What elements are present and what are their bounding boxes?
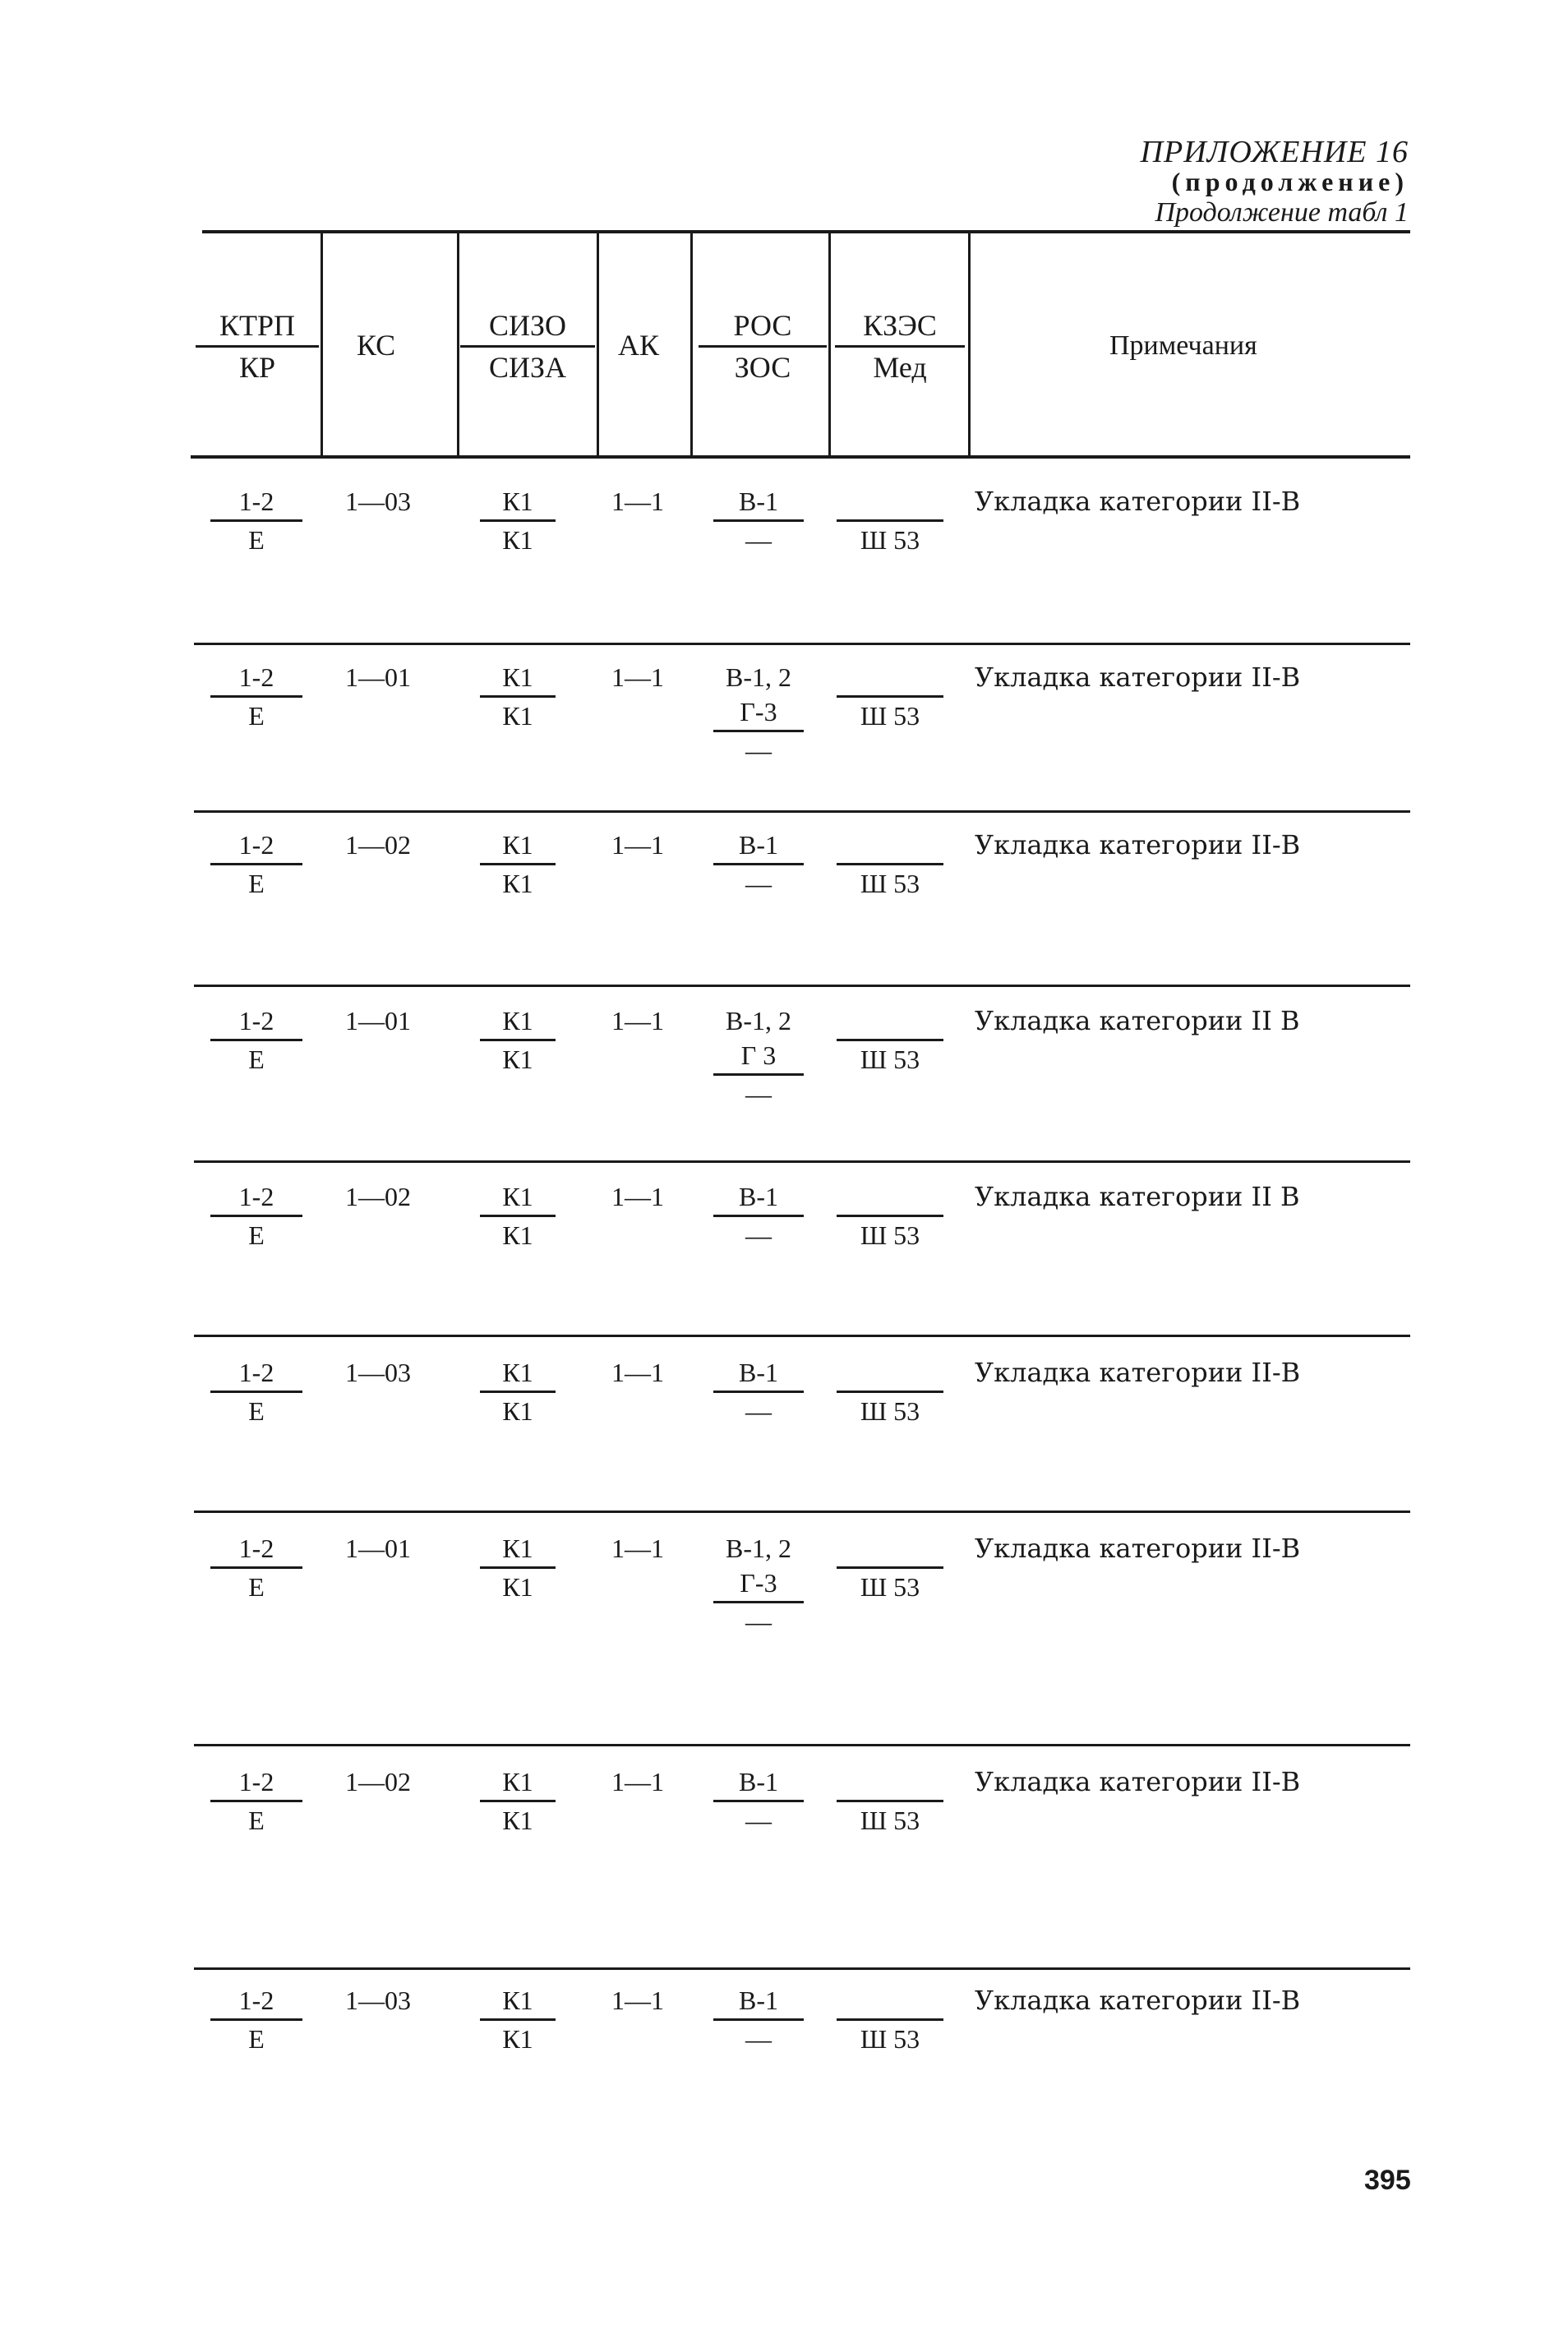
sizo-siza-cell-top: К1 bbox=[502, 1006, 533, 1035]
ktrp-kr-cell-bottom: Е bbox=[210, 1566, 302, 1600]
note-cell: Укладка категории II-В bbox=[975, 1766, 1301, 1797]
ktrp-kr-cell-bottom: Е bbox=[210, 1039, 302, 1072]
kzes-value bbox=[837, 664, 943, 695]
kzes-med-cell bbox=[837, 1359, 943, 1424]
ktrp-kr-cell-bottom: Е bbox=[210, 1391, 302, 1424]
appendix-title: ПРИЛОЖЕНИЕ 16 bbox=[1140, 135, 1409, 169]
ktrp-kr-cell-bottom: Е bbox=[210, 695, 302, 729]
ros-value: В-1 bbox=[713, 1359, 804, 1393]
ktrp-kr-cell-top: 1-2 bbox=[238, 1986, 274, 2015]
ks-cell: 1—02 bbox=[345, 1182, 411, 1211]
kzes-med-cell bbox=[837, 1008, 943, 1072]
med-value: Ш 53 bbox=[837, 1039, 943, 1072]
kzes-value bbox=[837, 1769, 943, 1800]
ktrp-kr-cell-bottom: Е bbox=[210, 2018, 302, 2052]
sizo-siza-cell-top: К1 bbox=[502, 830, 533, 860]
note-cell: Укладка категории II-В bbox=[975, 486, 1301, 517]
ros-value: Г-3 bbox=[713, 699, 804, 732]
column-header-ktrp-kr bbox=[196, 311, 319, 382]
table-continuation-note: Продолжение табл 1 bbox=[1155, 197, 1409, 228]
ks-cell: 1—02 bbox=[345, 1767, 411, 1796]
sizo-siza-cell bbox=[480, 1769, 556, 1833]
ktrp-kr-cell-top: 1-2 bbox=[238, 1006, 274, 1035]
sizo-siza-cell-top: К1 bbox=[502, 662, 533, 692]
ks-cell: 1—03 bbox=[345, 1986, 411, 2015]
ros-zos-cell bbox=[713, 1769, 804, 1833]
ktrp-kr-cell-top: 1-2 bbox=[238, 487, 274, 516]
column-header-ks: КС bbox=[357, 329, 396, 362]
zos-value: — bbox=[745, 869, 772, 898]
zos-value: — bbox=[745, 1079, 772, 1109]
ak-cell: 1—1 bbox=[611, 830, 664, 860]
row-separator-rule bbox=[194, 1510, 1410, 1513]
sizo-siza-cell bbox=[480, 664, 556, 729]
table-top-rule bbox=[202, 230, 1410, 233]
kzes-value bbox=[837, 1359, 943, 1391]
zos-value: — bbox=[745, 1220, 772, 1250]
sizo-siza-cell bbox=[480, 1359, 556, 1424]
row-separator-rule bbox=[194, 810, 1410, 813]
kzes-med-cell bbox=[837, 1769, 943, 1833]
sizo-siza-cell-bottom: К1 bbox=[480, 863, 556, 897]
ks-cell: 1—01 bbox=[345, 1534, 411, 1563]
column-header-sizo-siza bbox=[460, 311, 595, 382]
med-value: Ш 53 bbox=[837, 1215, 943, 1248]
ros-zos-cell bbox=[713, 1183, 804, 1248]
ktrp-kr-cell-bottom: Е bbox=[210, 519, 302, 553]
column-header-kzes-med bbox=[835, 311, 965, 382]
column-header-ak: АК bbox=[618, 329, 660, 362]
zos-value: — bbox=[745, 1607, 772, 1636]
med-value: Ш 53 bbox=[837, 1391, 943, 1424]
ros-zos-cell bbox=[713, 664, 804, 763]
ak-cell: 1—1 bbox=[611, 1534, 664, 1563]
note-cell: Укладка категории II В bbox=[975, 1181, 1300, 1212]
ak-cell: 1—1 bbox=[611, 662, 664, 692]
ktrp-kr-cell-bottom: Е bbox=[210, 863, 302, 897]
ros-value: В-1, 2 bbox=[726, 662, 791, 692]
ktrp-kr-cell-top: 1-2 bbox=[238, 1534, 274, 1563]
ks-cell: 1—02 bbox=[345, 830, 411, 860]
ktrp-kr-cell bbox=[210, 1359, 302, 1424]
row-separator-rule bbox=[194, 1335, 1410, 1337]
ktrp-kr-cell-top: 1-2 bbox=[238, 1182, 274, 1211]
med-value: Ш 53 bbox=[837, 863, 943, 897]
note-cell: Укладка категории II-В bbox=[975, 1533, 1301, 1564]
row-separator-rule bbox=[194, 1967, 1410, 1970]
sizo-siza-cell bbox=[480, 1535, 556, 1600]
ks-cell: 1—03 bbox=[345, 487, 411, 516]
column-header-sizo: СИЗО bbox=[488, 309, 567, 342]
header-bottom-rule bbox=[191, 455, 1410, 459]
kzes-med-cell bbox=[837, 832, 943, 897]
zos-value: — bbox=[745, 1806, 772, 1835]
med-value: Ш 53 bbox=[837, 1566, 943, 1600]
note-cell: Укладка категории II В bbox=[975, 1005, 1300, 1036]
note-cell: Укладка категории II-В bbox=[975, 1357, 1301, 1388]
sizo-siza-cell bbox=[480, 832, 556, 897]
column-header-kr: КР bbox=[196, 345, 319, 382]
row-separator-rule bbox=[194, 985, 1410, 987]
ros-zos-cell bbox=[713, 1987, 804, 2052]
note-cell: Укладка категории II-В bbox=[975, 829, 1301, 860]
sizo-siza-cell-top: К1 bbox=[502, 1986, 533, 2015]
ak-cell: 1—1 bbox=[611, 1767, 664, 1796]
ros-value: В-1 bbox=[713, 1769, 804, 1802]
ktrp-kr-cell bbox=[210, 1008, 302, 1072]
ktrp-kr-cell-top: 1-2 bbox=[238, 830, 274, 860]
kzes-med-cell bbox=[837, 1535, 943, 1600]
sizo-siza-cell-top: К1 bbox=[502, 487, 533, 516]
ak-cell: 1—1 bbox=[611, 487, 664, 516]
ktrp-kr-cell bbox=[210, 488, 302, 553]
med-value: Ш 53 bbox=[837, 1800, 943, 1833]
ktrp-kr-cell-top: 1-2 bbox=[238, 1767, 274, 1796]
ros-value: В-1, 2 bbox=[726, 1006, 791, 1035]
zos-value: — bbox=[745, 525, 772, 555]
column-separator bbox=[690, 233, 693, 455]
ak-cell: 1—1 bbox=[611, 1182, 664, 1211]
ros-value: В-1 bbox=[713, 1183, 804, 1217]
column-separator bbox=[321, 233, 323, 455]
ros-zos-cell bbox=[713, 1008, 804, 1107]
ros-value: В-1 bbox=[713, 488, 804, 522]
kzes-value bbox=[837, 1987, 943, 2018]
sizo-siza-cell bbox=[480, 488, 556, 553]
ktrp-kr-cell-top: 1-2 bbox=[238, 662, 274, 692]
ks-cell: 1—03 bbox=[345, 1358, 411, 1387]
sizo-siza-cell-bottom: К1 bbox=[480, 2018, 556, 2052]
kzes-med-cell bbox=[837, 1183, 943, 1248]
zos-value: — bbox=[745, 2024, 772, 2054]
ros-value: В-1, 2 bbox=[726, 1534, 791, 1563]
ktrp-kr-cell bbox=[210, 1183, 302, 1248]
ktrp-kr-cell bbox=[210, 1535, 302, 1600]
ktrp-kr-cell bbox=[210, 1987, 302, 2052]
column-header-kzes: КЗЭС bbox=[863, 309, 937, 342]
kzes-value bbox=[837, 1535, 943, 1566]
column-header-notes: Примечания bbox=[1109, 330, 1257, 361]
row-separator-rule bbox=[194, 1160, 1410, 1163]
kzes-value bbox=[837, 832, 943, 863]
kzes-value bbox=[837, 488, 943, 519]
continuation-note: (продолжение) bbox=[1171, 167, 1409, 196]
zos-value: — bbox=[745, 736, 772, 765]
sizo-siza-cell-top: К1 bbox=[502, 1182, 533, 1211]
sizo-siza-cell bbox=[480, 1008, 556, 1072]
sizo-siza-cell bbox=[480, 1183, 556, 1248]
ktrp-kr-cell-top: 1-2 bbox=[238, 1358, 274, 1387]
column-header-ros: РОС bbox=[733, 309, 792, 342]
column-separator bbox=[457, 233, 459, 455]
row-separator-rule bbox=[194, 643, 1410, 645]
kzes-med-cell bbox=[837, 1987, 943, 2052]
sizo-siza-cell-top: К1 bbox=[502, 1534, 533, 1563]
ktrp-kr-cell-bottom: Е bbox=[210, 1215, 302, 1248]
ros-zos-cell bbox=[713, 488, 804, 553]
ks-cell: 1—01 bbox=[345, 662, 411, 692]
ros-value: В-1 bbox=[713, 1987, 804, 2021]
ros-zos-cell bbox=[713, 1359, 804, 1424]
column-header-ktrp: КТРП bbox=[219, 309, 296, 342]
ktrp-kr-cell bbox=[210, 832, 302, 897]
med-value: Ш 53 bbox=[837, 2018, 943, 2052]
med-value: Ш 53 bbox=[837, 519, 943, 553]
note-cell: Укладка категории II-В bbox=[975, 662, 1301, 693]
ktrp-kr-cell bbox=[210, 1769, 302, 1833]
note-cell: Укладка категории II-В bbox=[975, 1985, 1301, 2016]
ks-cell: 1—01 bbox=[345, 1006, 411, 1035]
ros-zos-cell bbox=[713, 832, 804, 897]
column-header-ros-zos bbox=[699, 311, 827, 382]
column-header-siza: СИЗА bbox=[460, 345, 595, 382]
sizo-siza-cell-bottom: К1 bbox=[480, 519, 556, 553]
column-separator bbox=[968, 233, 971, 455]
ak-cell: 1—1 bbox=[611, 1358, 664, 1387]
zos-value: — bbox=[745, 1396, 772, 1426]
ak-cell: 1—1 bbox=[611, 1006, 664, 1035]
sizo-siza-cell-top: К1 bbox=[502, 1767, 533, 1796]
ros-value: В-1 bbox=[713, 832, 804, 865]
kzes-med-cell bbox=[837, 488, 943, 553]
row-separator-rule bbox=[194, 1744, 1410, 1746]
ros-value: Г-3 bbox=[713, 1570, 804, 1603]
sizo-siza-cell bbox=[480, 1987, 556, 2052]
sizo-siza-cell-bottom: К1 bbox=[480, 1800, 556, 1833]
column-header-med: Мед bbox=[835, 345, 965, 382]
sizo-siza-cell-bottom: К1 bbox=[480, 1039, 556, 1072]
page-number: 395 bbox=[1364, 2165, 1411, 2196]
ak-cell: 1—1 bbox=[611, 1986, 664, 2015]
ros-value: Г 3 bbox=[713, 1042, 804, 1076]
column-separator bbox=[828, 233, 831, 455]
column-separator bbox=[597, 233, 599, 455]
sizo-siza-cell-bottom: К1 bbox=[480, 1215, 556, 1248]
kzes-value bbox=[837, 1008, 943, 1039]
sizo-siza-cell-bottom: К1 bbox=[480, 695, 556, 729]
kzes-med-cell bbox=[837, 664, 943, 729]
column-header-zos: ЗОС bbox=[699, 345, 827, 382]
med-value: Ш 53 bbox=[837, 695, 943, 729]
sizo-siza-cell-bottom: К1 bbox=[480, 1391, 556, 1424]
sizo-siza-cell-top: К1 bbox=[502, 1358, 533, 1387]
kzes-value bbox=[837, 1183, 943, 1215]
ktrp-kr-cell bbox=[210, 664, 302, 729]
ktrp-kr-cell-bottom: Е bbox=[210, 1800, 302, 1833]
sizo-siza-cell-bottom: К1 bbox=[480, 1566, 556, 1600]
ros-zos-cell bbox=[713, 1535, 804, 1635]
